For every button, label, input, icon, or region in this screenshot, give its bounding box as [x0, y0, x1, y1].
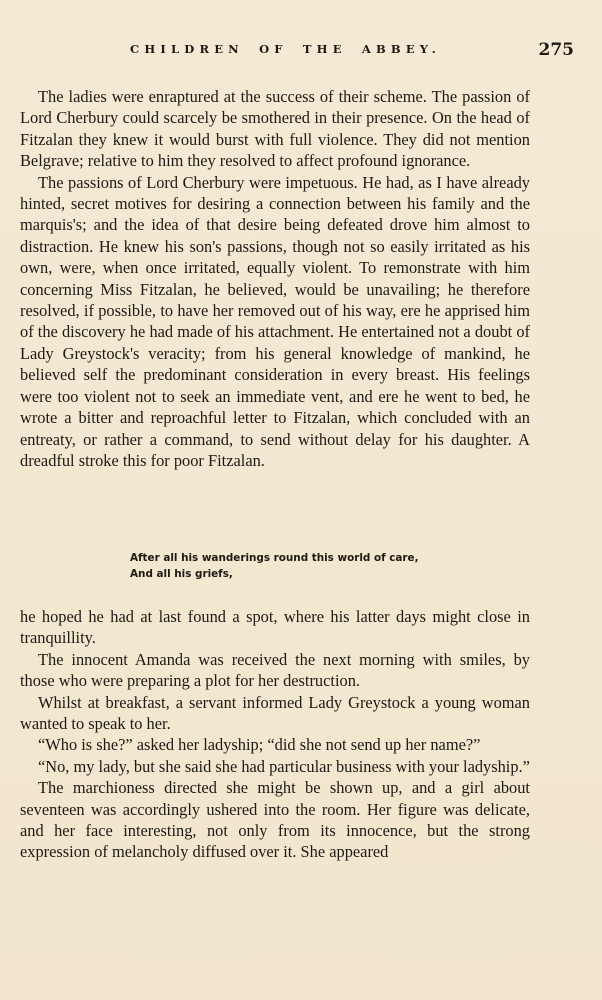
running-title: CHILDREN OF THE ABBEY.	[130, 42, 441, 56]
paragraph: The passions of Lord Cherbury were impetuous. He had, as I have already hinted, secret motives for desiring a connection between his family and the marquis's; and the idea of that desire being defeated drove him almost to distraction. He knew his son's passions, though not so easily irritated as his own, were, when once irritated, equally violent. To remonstrate with him concerning Miss Fitzalan, he believed, would be unavailing; he therefore resolved, if possible, to have her removed out of his way, ere he apprised him of the discovery he had made of his attachment. He entertained not a doubt of Lady Greystock's veracity; from his general knowledge of mankind, he believed self the predominant consideration in every breast. His feelings were too violent not to seek an immediate vent, and ere he went to bed, he wrote a bitter and reproachful letter to Fitzalan, which concluded with an entreaty, or rather a command, to send without delay for his daughter. A dreadful stroke this for poor Fitzalan.	[20, 172, 530, 470]
paragraph: The ladies were enraptured at the success of their scheme. The passion of Lord Cherbury could scarcely be smothered in their presence. On the head of Fitzalan they knew it would burst with full violence. They did not mention Belgrave; relative to him they resolved to affect profound ignorance.	[20, 87, 530, 171]
paragraph: “Who is she?” asked her ladyship; “did she not send up her name?”	[38, 735, 481, 755]
verse-line: After all his wanderings round this world of care,	[130, 552, 419, 564]
paragraph: The marchioness directed she might be shown up, and a girl about seventeen was accordingly ushered into the room. Her figure was delicate, and her face interesting, not only from its innocence, but the strong expression of melancholy diffused over it. She appeared	[20, 778, 530, 862]
running-head	[20, 40, 582, 64]
page-number: 275	[538, 40, 574, 60]
paragraph: “No, my lady, but she said she had particular business with your ladyship.”	[38, 756, 530, 776]
body-text-lower	[20, 606, 530, 863]
body-text-upper	[20, 86, 530, 471]
paragraph: The innocent Amanda was received the next morning with smiles, by those who were preparing a plot for her destruction.	[20, 649, 530, 691]
verse-line: And all his griefs,	[130, 568, 233, 580]
paragraph: he hoped he had at last found a spot, where his latter days might close in tranquillity.	[20, 607, 530, 648]
paragraph: Whilst at breakfast, a servant informed Lady Greystock a young woman wanted to speak to her.	[20, 692, 530, 734]
verse-quotation	[130, 550, 419, 582]
